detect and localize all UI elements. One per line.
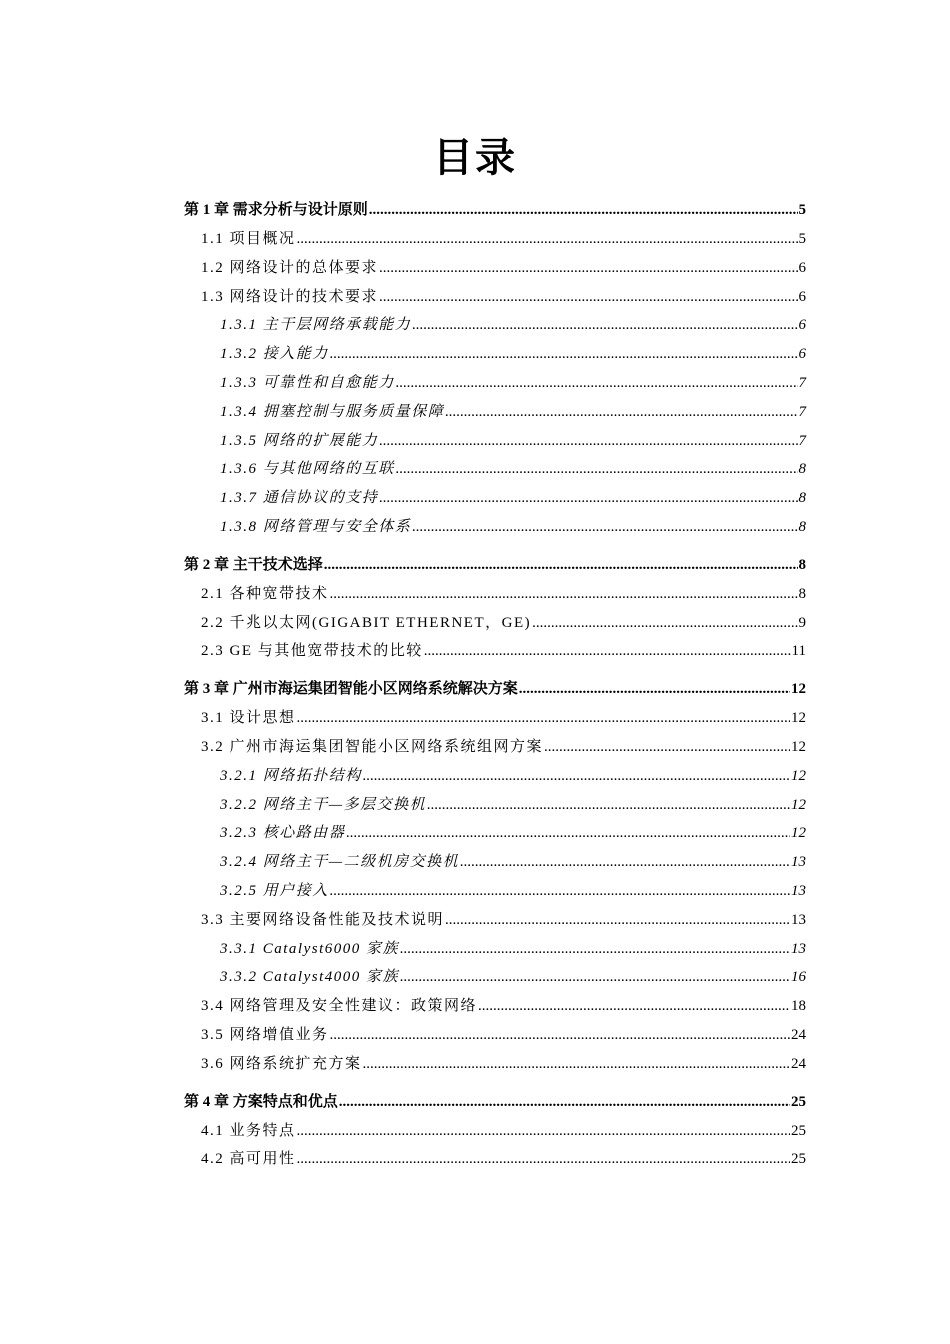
toc-entry-label: 3.2.3 核心路由器	[220, 825, 346, 842]
toc-section-entry[interactable]	[184, 609, 806, 638]
toc-dot-leader	[324, 550, 798, 580]
toc-entry-label: 3.2.2 网络主干—多层交换机	[220, 796, 427, 813]
toc-entry-label: 1.3.4 拥塞控制与服务质量保障	[220, 403, 445, 420]
toc-section-entry[interactable]	[184, 819, 806, 848]
toc-chapter-entry[interactable]	[184, 1087, 806, 1117]
table-of-contents	[184, 195, 806, 1174]
toc-entry-label: 4.1 业务特点	[201, 1122, 296, 1139]
toc-page-number: 12	[791, 767, 806, 784]
toc-entry-label: 3.2.4 网络主干—二级机房交换机	[220, 854, 460, 871]
toc-dot-leader	[330, 580, 798, 609]
toc-section-entry[interactable]	[184, 733, 806, 762]
toc-section-entry[interactable]	[184, 877, 806, 906]
toc-page-number: 8	[798, 556, 806, 573]
toc-dot-leader	[427, 791, 790, 820]
toc-page-number: 13	[791, 911, 806, 928]
toc-dot-leader	[396, 369, 798, 398]
toc-section-entry[interactable]	[184, 254, 806, 283]
toc-section-entry[interactable]	[184, 637, 806, 666]
toc-dot-leader	[330, 877, 790, 906]
toc-section-entry[interactable]	[184, 1145, 806, 1174]
toc-entry-label: 3.3.2 Catalyst4000 家族	[220, 969, 400, 986]
toc-entry-label: 第 3 章 广州市海运集团智能小区网络系统解决方案	[184, 681, 518, 698]
toc-section-entry[interactable]	[184, 484, 806, 513]
toc-section-entry[interactable]	[184, 283, 806, 312]
toc-page-number: 7	[798, 403, 806, 420]
toc-dot-leader	[544, 733, 790, 762]
toc-page-number: 13	[791, 854, 806, 871]
toc-section-entry[interactable]	[184, 427, 806, 456]
toc-dot-leader	[412, 513, 797, 542]
toc-entry-label: 1.3.2 接入能力	[220, 346, 329, 363]
toc-page-number: 25	[791, 1122, 806, 1139]
toc-entry-label: 1.2 网络设计的总体要求	[201, 259, 379, 276]
toc-entry-label: 4.2 高可用性	[201, 1151, 296, 1168]
toc-section-entry[interactable]	[184, 369, 806, 398]
toc-page-number: 8	[798, 490, 806, 507]
toc-page-number: 7	[798, 374, 806, 391]
toc-entry-label: 第 4 章 方案特点和优点	[184, 1093, 338, 1110]
toc-entry-label: 第 1 章 需求分析与设计原则	[184, 202, 368, 218]
toc-title: 目录	[433, 135, 517, 181]
toc-page-number: 7	[798, 432, 806, 449]
toc-dot-leader	[424, 637, 791, 666]
toc-dot-leader	[363, 762, 790, 791]
toc-entry-label: 2.3 GE 与其他宽带技术的比较	[201, 643, 423, 660]
toc-dot-leader	[400, 935, 790, 964]
toc-section-entry[interactable]	[184, 340, 806, 369]
toc-entry-label: 3.2.5 用户接入	[220, 882, 329, 899]
toc-section-entry[interactable]	[184, 1050, 806, 1079]
toc-entry-label: 3.6 网络系统扩充方案	[201, 1055, 362, 1072]
toc-entry-label: 1.3.5 网络的扩展能力	[220, 432, 379, 449]
toc-page-number: 5	[798, 202, 806, 218]
toc-section-entry[interactable]	[184, 906, 806, 935]
toc-page-number: 25	[791, 1151, 806, 1168]
toc-entry-label: 3.3 主要网络设备性能及技术说明	[201, 911, 445, 928]
toc-entry-label: 3.4 网络管理及安全性建议：政策网络	[201, 998, 478, 1015]
toc-page-number: 6	[798, 346, 806, 363]
toc-dot-leader	[445, 906, 790, 935]
toc-page-number: 6	[798, 317, 806, 334]
toc-chapter-entry[interactable]	[184, 550, 806, 580]
toc-page-number: 6	[798, 288, 806, 305]
toc-chapter-entry[interactable]	[184, 674, 806, 704]
toc-dot-leader	[396, 455, 798, 484]
toc-entry-label: 1.3.1 主干层网络承载能力	[220, 317, 412, 334]
toc-section-entry[interactable]	[184, 225, 806, 254]
toc-page-number: 8	[798, 585, 806, 602]
toc-dot-leader	[532, 609, 797, 638]
toc-dot-leader	[400, 963, 790, 992]
toc-page-number: 25	[791, 1093, 806, 1110]
toc-section-entry[interactable]	[184, 963, 806, 992]
toc-section-entry[interactable]	[184, 762, 806, 791]
toc-entry-label: 1.1 项目概况	[201, 231, 296, 247]
toc-dot-leader	[369, 195, 798, 225]
toc-section-entry[interactable]	[184, 791, 806, 820]
toc-dot-leader	[445, 398, 797, 427]
toc-page-number: 12	[791, 738, 806, 755]
toc-page-number: 12	[791, 796, 806, 813]
toc-dot-leader	[460, 848, 790, 877]
toc-section-entry[interactable]	[184, 513, 806, 542]
toc-section-entry[interactable]	[184, 455, 806, 484]
toc-section-entry[interactable]	[184, 992, 806, 1021]
toc-page-number: 8	[798, 461, 806, 478]
toc-dot-leader	[519, 674, 790, 704]
toc-dot-leader	[412, 311, 797, 340]
toc-dot-leader	[297, 704, 790, 733]
toc-entry-label: 3.5 网络增值业务	[201, 1026, 329, 1043]
toc-dot-leader	[297, 1117, 790, 1146]
toc-page-number: 11	[791, 643, 806, 660]
toc-page-number: 18	[791, 998, 806, 1015]
toc-section-entry[interactable]	[184, 1117, 806, 1146]
toc-entry-label: 第 2 章 主干技术选择	[184, 556, 323, 573]
toc-dot-leader	[478, 992, 790, 1021]
toc-entry-label: 2.1 各种宽带技术	[201, 585, 329, 602]
toc-page-number: 12	[791, 825, 806, 842]
toc-chapter-entry[interactable]	[184, 195, 806, 225]
toc-entry-label: 3.2 广州市海运集团智能小区网络系统组网方案	[201, 738, 544, 755]
toc-dot-leader	[330, 340, 798, 369]
toc-dot-leader	[339, 1087, 790, 1117]
toc-entry-label: 3.2.1 网络拓扑结构	[220, 767, 362, 784]
toc-entry-label: 3.1 设计思想	[201, 710, 296, 727]
toc-entry-label: 3.3.1 Catalyst6000 家族	[220, 940, 400, 957]
toc-entry-label: 1.3.8 网络管理与安全体系	[220, 518, 412, 535]
toc-section-entry[interactable]	[184, 935, 806, 964]
toc-section-entry[interactable]	[184, 704, 806, 733]
toc-entry-label: 1.3.7 通信协议的支持	[220, 490, 379, 507]
toc-dot-leader	[346, 819, 790, 848]
toc-page-number: 12	[791, 710, 806, 727]
toc-page-number: 8	[798, 518, 806, 535]
toc-dot-leader	[379, 484, 797, 513]
toc-dot-leader	[379, 427, 797, 456]
toc-page-number: 13	[791, 940, 806, 957]
toc-entry-label: 1.3.3 可靠性和自愈能力	[220, 374, 395, 391]
toc-dot-leader	[297, 225, 798, 254]
toc-section-entry[interactable]	[184, 580, 806, 609]
toc-page-number: 6	[798, 259, 806, 276]
toc-section-entry[interactable]	[184, 398, 806, 427]
toc-page-number: 13	[791, 882, 806, 899]
toc-page-number: 16	[791, 969, 806, 986]
toc-section-entry[interactable]	[184, 848, 806, 877]
toc-page-number: 24	[791, 1026, 806, 1043]
toc-page-number: 12	[791, 681, 806, 698]
toc-entry-label: 2.2 千兆以太网(GIGABIT ETHERNET，GE)	[201, 614, 532, 631]
toc-dot-leader	[379, 283, 797, 312]
toc-page-number: 24	[791, 1055, 806, 1072]
toc-dot-leader	[297, 1145, 790, 1174]
toc-dot-leader	[379, 254, 797, 283]
toc-section-entry[interactable]	[184, 311, 806, 340]
toc-section-entry[interactable]	[184, 1021, 806, 1050]
toc-dot-leader	[363, 1050, 790, 1079]
toc-page-number: 9	[798, 614, 806, 631]
toc-page-number: 5	[798, 231, 806, 247]
toc-dot-leader	[330, 1021, 790, 1050]
toc-entry-label: 1.3 网络设计的技术要求	[201, 288, 379, 305]
toc-entry-label: 1.3.6 与其他网络的互联	[220, 461, 395, 478]
